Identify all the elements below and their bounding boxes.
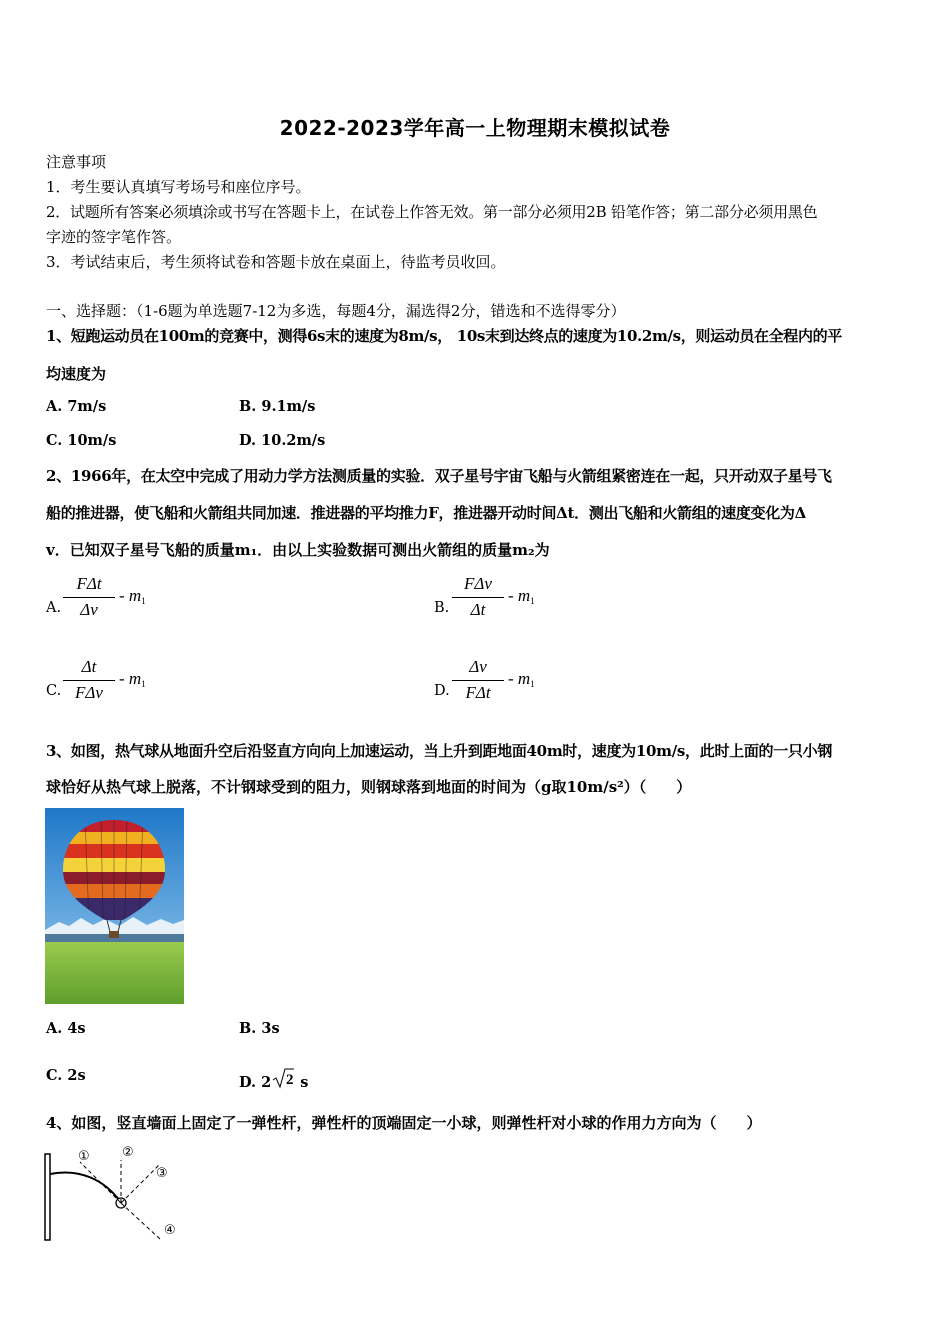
page-title: 2022-2023学年高一上物理期末模拟试卷 <box>279 116 671 140</box>
q4-stem-line1: 4、如图，竖直墙面上固定了一弹性杆，弹性杆的顶端固定一小球，则弹性杆对小球的作用力方向为（ ） <box>46 1114 762 1132</box>
q3-option-a[interactable]: A. 4s <box>46 1020 86 1037</box>
q2-option-c-tail: - $m_1$ <box>119 669 146 689</box>
fraction-bar <box>452 597 504 598</box>
q2-option-b-numerator: FΔv <box>464 574 492 593</box>
q2-option-d-numerator: Δv <box>469 657 487 676</box>
label-1: ① <box>78 1149 90 1164</box>
notice-item-2: 2．试题所有答案必须填涂或书写在答题卡上，在试卷上作答无效。第一部分必须用2B 铅笔作答；第二部分必须用黑色 <box>46 203 818 221</box>
notice-item-1: 1．考生要认真填写考场号和座位序号。 <box>46 178 311 196</box>
q3-option-b[interactable]: B. 3s <box>239 1020 280 1037</box>
notice-heading: 注意事项 <box>46 153 107 171</box>
label-3: ③ <box>156 1166 168 1181</box>
hot-air-balloon-image <box>45 808 184 1004</box>
q2-option-d-label[interactable]: D. <box>434 683 450 699</box>
notice-item-2-cont: 字迹的签字笔作答。 <box>46 228 182 246</box>
label-4: ④ <box>164 1223 176 1238</box>
q2-option-a-numerator: FΔt <box>76 574 102 593</box>
q2-option-a-label[interactable]: A. <box>46 600 62 616</box>
q2-stem-line1: 2、1966年，在太空中完成了用动力学方法测质量的实验．双子星号宇宙飞船与火箭组紧密连在一起，只开动双子星号飞 <box>46 467 832 485</box>
q1-stem-line2: 均速度为 <box>46 365 107 383</box>
q2-option-c-denominator: FΔv <box>75 683 103 702</box>
q3-stem-line1: 3、如图，热气球从地面升空后沿竖直方向向上加速运动，当上升到距地面40m时，速度为10m/s，此时上面的一只小钢 <box>46 742 833 760</box>
wall <box>45 1154 50 1240</box>
q2-option-c-numerator: Δt <box>81 657 97 676</box>
q2-option-b-tail: - $m_1$ <box>508 586 535 606</box>
q2-option-c-label[interactable]: C. <box>46 683 62 699</box>
elastic-rod <box>50 1172 120 1201</box>
q2-option-d-denominator: FΔt <box>465 683 491 702</box>
label-2: ② <box>122 1145 134 1160</box>
q2-stem-line2: 船的推进器，使飞船和火箭组共同加速．推进器的平均推力F，推进器开动时间Δt．测出飞船和火箭组的速度变化为Δ <box>46 504 806 522</box>
fraction-bar <box>63 597 115 598</box>
q2-option-a-denominator: Δv <box>80 600 98 619</box>
q3-stem-line2: 球恰好从热气球上脱落，不计钢球受到的阻力，则钢球落到地面的时间为（g取10m/s²）（ ） <box>46 778 692 796</box>
fraction-bar <box>63 680 115 681</box>
sqrt-icon <box>272 1067 294 1089</box>
section-heading: 一、选择题：（1-6题为单选题7-12为多选，每题4分，漏选得2分，错选和不选得零分） <box>46 302 626 320</box>
q1-option-a[interactable]: A. 7m/s <box>46 398 107 415</box>
q1-option-d[interactable]: D. 10.2m/s <box>239 432 326 449</box>
q1-stem-line1: 1、短跑运动员在100m的竞赛中，测得6s末的速度为8m/s， 10s末到达终点的速度为10.2m/s，则运动员在全程内的平 <box>46 327 842 345</box>
q2-option-d-tail: - $m_1$ <box>508 669 535 689</box>
notice-item-3: 3．考试结束后，考生须将试卷和答题卡放在桌面上，待监考员收回。 <box>46 253 506 271</box>
elastic-rod-diagram <box>40 1140 190 1245</box>
q2-stem-line3: v．已知双子星号飞船的质量m₁．由以上实验数据可测出火箭组的质量m₂为 <box>46 541 550 559</box>
q2-option-b-label[interactable]: B. <box>434 600 450 616</box>
q1-option-c[interactable]: C. 10m/s <box>46 432 117 449</box>
fraction-bar <box>452 680 504 681</box>
q1-option-b[interactable]: B. 9.1m/s <box>239 398 316 415</box>
q3-option-d[interactable]: D. 2 2 s <box>239 1067 308 1091</box>
q3-option-c[interactable]: C. 2s <box>46 1067 86 1084</box>
q2-option-b-denominator: Δt <box>470 600 486 619</box>
sqrt-value: 2 <box>286 1072 294 1088</box>
q2-option-a-tail: - $m_1$ <box>119 586 146 606</box>
